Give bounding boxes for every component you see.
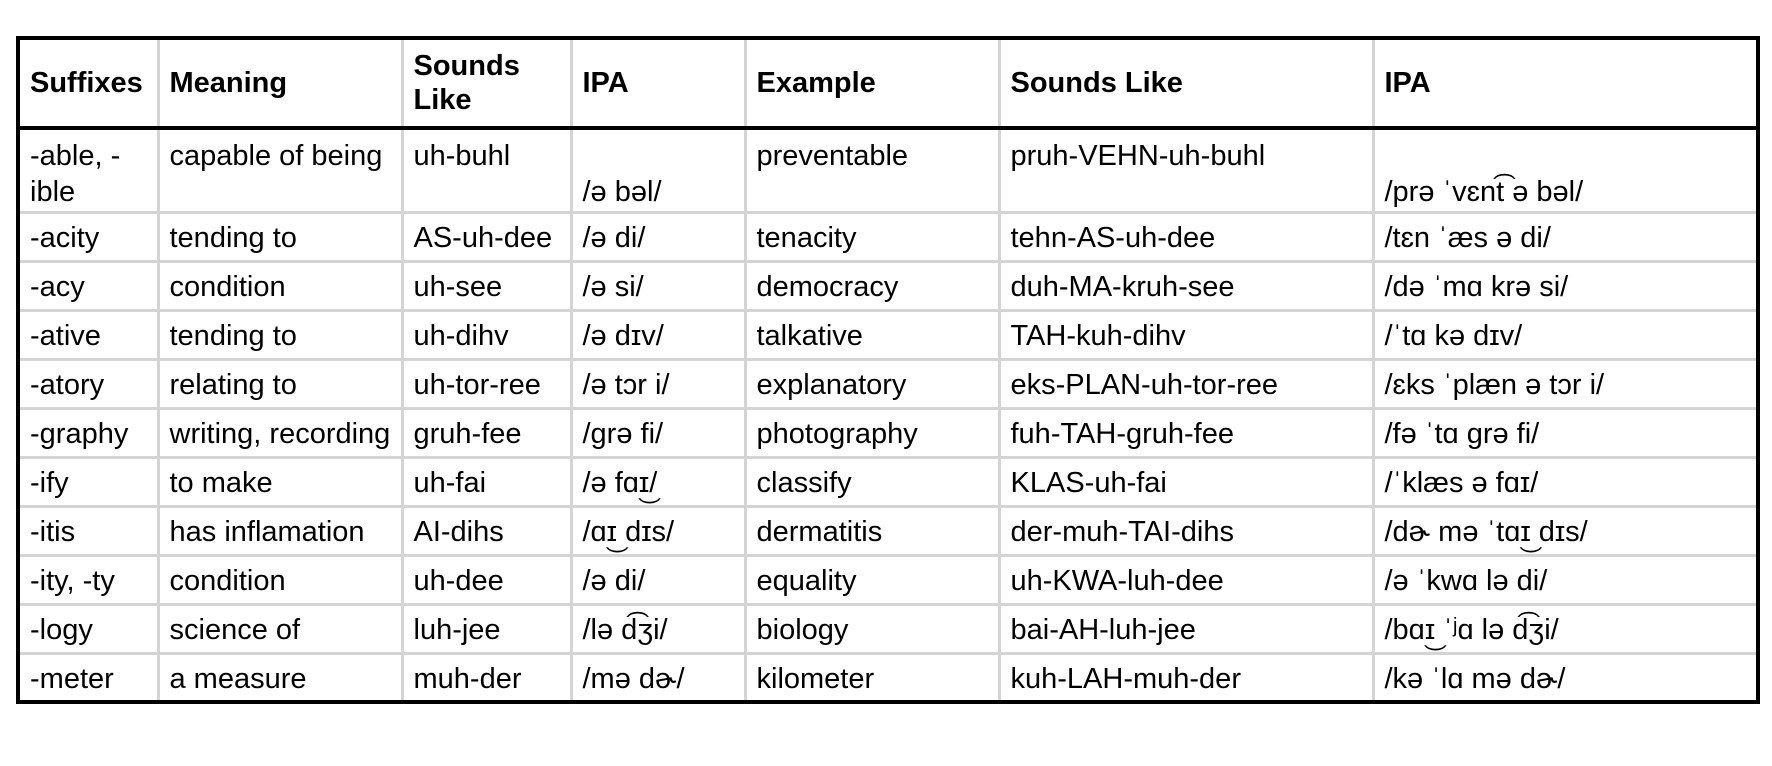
table-row bbox=[18, 359, 1758, 408]
example-cell: photography bbox=[745, 408, 999, 457]
example-ipa-cell: /kə ˈlɑ mə dɚ/ bbox=[1373, 653, 1758, 702]
example-sounds-like-cell: bai-AH-luh-jee bbox=[999, 604, 1373, 653]
ipa-cell: /ə si/ bbox=[571, 261, 745, 310]
header-meaning: Meaning bbox=[158, 38, 402, 128]
example-ipa-cell: /də ˈmɑ krə si/ bbox=[1373, 261, 1758, 310]
suffix-cell: -logy bbox=[18, 604, 158, 653]
ipa-cell: /ə di/ bbox=[571, 212, 745, 261]
meaning-cell: tending to bbox=[158, 310, 402, 359]
sounds-like-cell: luh-jee bbox=[402, 604, 571, 653]
table-row bbox=[18, 212, 1758, 261]
example-sounds-like-cell: tehn-AS-uh-dee bbox=[999, 212, 1373, 261]
suffix-cell: -atory bbox=[18, 359, 158, 408]
table-row bbox=[18, 128, 1758, 212]
meaning-cell: tending to bbox=[158, 212, 402, 261]
meaning-cell: relating to bbox=[158, 359, 402, 408]
meaning-cell: a measure bbox=[158, 653, 402, 702]
ipa-cell: /mə dɚ/ bbox=[571, 653, 745, 702]
meaning-cell: condition bbox=[158, 555, 402, 604]
example-cell: kilometer bbox=[745, 653, 999, 702]
example-cell: biology bbox=[745, 604, 999, 653]
example-ipa-cell: /ə ˈkwɑ lə di/ bbox=[1373, 555, 1758, 604]
header-sounds-like: Sounds Like bbox=[402, 38, 571, 128]
table-row bbox=[18, 457, 1758, 506]
example-ipa-cell: /prə ˈvɛnt͡ ə bəl/ bbox=[1373, 128, 1758, 212]
ipa-cell: /ɑɪ͜ dɪs/ bbox=[571, 506, 745, 555]
example-sounds-like-cell: duh-MA-kruh-see bbox=[999, 261, 1373, 310]
sounds-like-cell: uh-tor-ree bbox=[402, 359, 571, 408]
suffix-table bbox=[16, 36, 1760, 704]
example-sounds-like-cell: eks-PLAN-uh-tor-ree bbox=[999, 359, 1373, 408]
example-ipa-cell: /ɛks ˈplæn ə tɔr i/ bbox=[1373, 359, 1758, 408]
sounds-like-cell: gruh-fee bbox=[402, 408, 571, 457]
suffix-cell: -able, -ible bbox=[18, 128, 158, 212]
example-cell: explanatory bbox=[745, 359, 999, 408]
sounds-like-cell: AS-uh-dee bbox=[402, 212, 571, 261]
header-example-sounds-like: Sounds Like bbox=[999, 38, 1373, 128]
suffix-cell: -graphy bbox=[18, 408, 158, 457]
example-cell: talkative bbox=[745, 310, 999, 359]
example-sounds-like-cell: der-muh-TAI-dihs bbox=[999, 506, 1373, 555]
meaning-cell: condition bbox=[158, 261, 402, 310]
ipa-cell: /ə tɔr i/ bbox=[571, 359, 745, 408]
table-row bbox=[18, 408, 1758, 457]
meaning-cell: capable of being bbox=[158, 128, 402, 212]
table-row bbox=[18, 261, 1758, 310]
suffix-cell: -meter bbox=[18, 653, 158, 702]
table-row bbox=[18, 310, 1758, 359]
header-example-ipa: IPA bbox=[1373, 38, 1758, 128]
suffix-cell: -acity bbox=[18, 212, 158, 261]
example-cell: democracy bbox=[745, 261, 999, 310]
ipa-cell: /ə fɑɪ͜/ bbox=[571, 457, 745, 506]
ipa-cell: /lə d͡ʒi/ bbox=[571, 604, 745, 653]
example-sounds-like-cell: TAH-kuh-dihv bbox=[999, 310, 1373, 359]
table-row bbox=[18, 604, 1758, 653]
table-row bbox=[18, 555, 1758, 604]
suffix-cell: -ify bbox=[18, 457, 158, 506]
suffix-cell: -ative bbox=[18, 310, 158, 359]
example-ipa-cell: /dɚ mə ˈtɑɪ͜ dɪs/ bbox=[1373, 506, 1758, 555]
example-ipa-cell: /ˈtɑ kə dɪv/ bbox=[1373, 310, 1758, 359]
sounds-like-cell: uh-fai bbox=[402, 457, 571, 506]
ipa-cell: /ə dɪv/ bbox=[571, 310, 745, 359]
sounds-like-cell: uh-buhl bbox=[402, 128, 571, 212]
header-row bbox=[18, 38, 1758, 128]
example-cell: dermatitis bbox=[745, 506, 999, 555]
example-sounds-like-cell: kuh-LAH-muh-der bbox=[999, 653, 1373, 702]
sounds-like-cell: AI-dihs bbox=[402, 506, 571, 555]
header-suffixes: Suffixes bbox=[18, 38, 158, 128]
suffix-cell: -itis bbox=[18, 506, 158, 555]
suffix-cell: -acy bbox=[18, 261, 158, 310]
example-sounds-like-cell: fuh-TAH-gruh-fee bbox=[999, 408, 1373, 457]
ipa-cell: /grə fi/ bbox=[571, 408, 745, 457]
sounds-like-cell: uh-dee bbox=[402, 555, 571, 604]
example-sounds-like-cell: uh-KWA-luh-dee bbox=[999, 555, 1373, 604]
example-cell: equality bbox=[745, 555, 999, 604]
example-cell: classify bbox=[745, 457, 999, 506]
sounds-like-cell: muh-der bbox=[402, 653, 571, 702]
header-ipa: IPA bbox=[571, 38, 745, 128]
sounds-like-cell: uh-see bbox=[402, 261, 571, 310]
header-example: Example bbox=[745, 38, 999, 128]
meaning-cell: to make bbox=[158, 457, 402, 506]
example-cell: tenacity bbox=[745, 212, 999, 261]
meaning-cell: writing, recording bbox=[158, 408, 402, 457]
suffix-cell: -ity, -ty bbox=[18, 555, 158, 604]
example-cell: preventable bbox=[745, 128, 999, 212]
table-row bbox=[18, 506, 1758, 555]
example-ipa-cell: /ˈklæs ə fɑɪ/ bbox=[1373, 457, 1758, 506]
example-sounds-like-cell: KLAS-uh-fai bbox=[999, 457, 1373, 506]
table-row bbox=[18, 653, 1758, 702]
sounds-like-cell: uh-dihv bbox=[402, 310, 571, 359]
ipa-cell: /ə bəl/ bbox=[571, 128, 745, 212]
example-ipa-cell: /tɛn ˈæs ə di/ bbox=[1373, 212, 1758, 261]
example-ipa-cell: /bɑɪ͜ ˈʲɑ lə d͡ʒi/ bbox=[1373, 604, 1758, 653]
meaning-cell: has inflamation bbox=[158, 506, 402, 555]
example-ipa-cell: /fə ˈtɑ grə fi/ bbox=[1373, 408, 1758, 457]
meaning-cell: science of bbox=[158, 604, 402, 653]
example-sounds-like-cell: pruh-VEHN-uh-buhl bbox=[999, 128, 1373, 212]
ipa-cell: /ə di/ bbox=[571, 555, 745, 604]
